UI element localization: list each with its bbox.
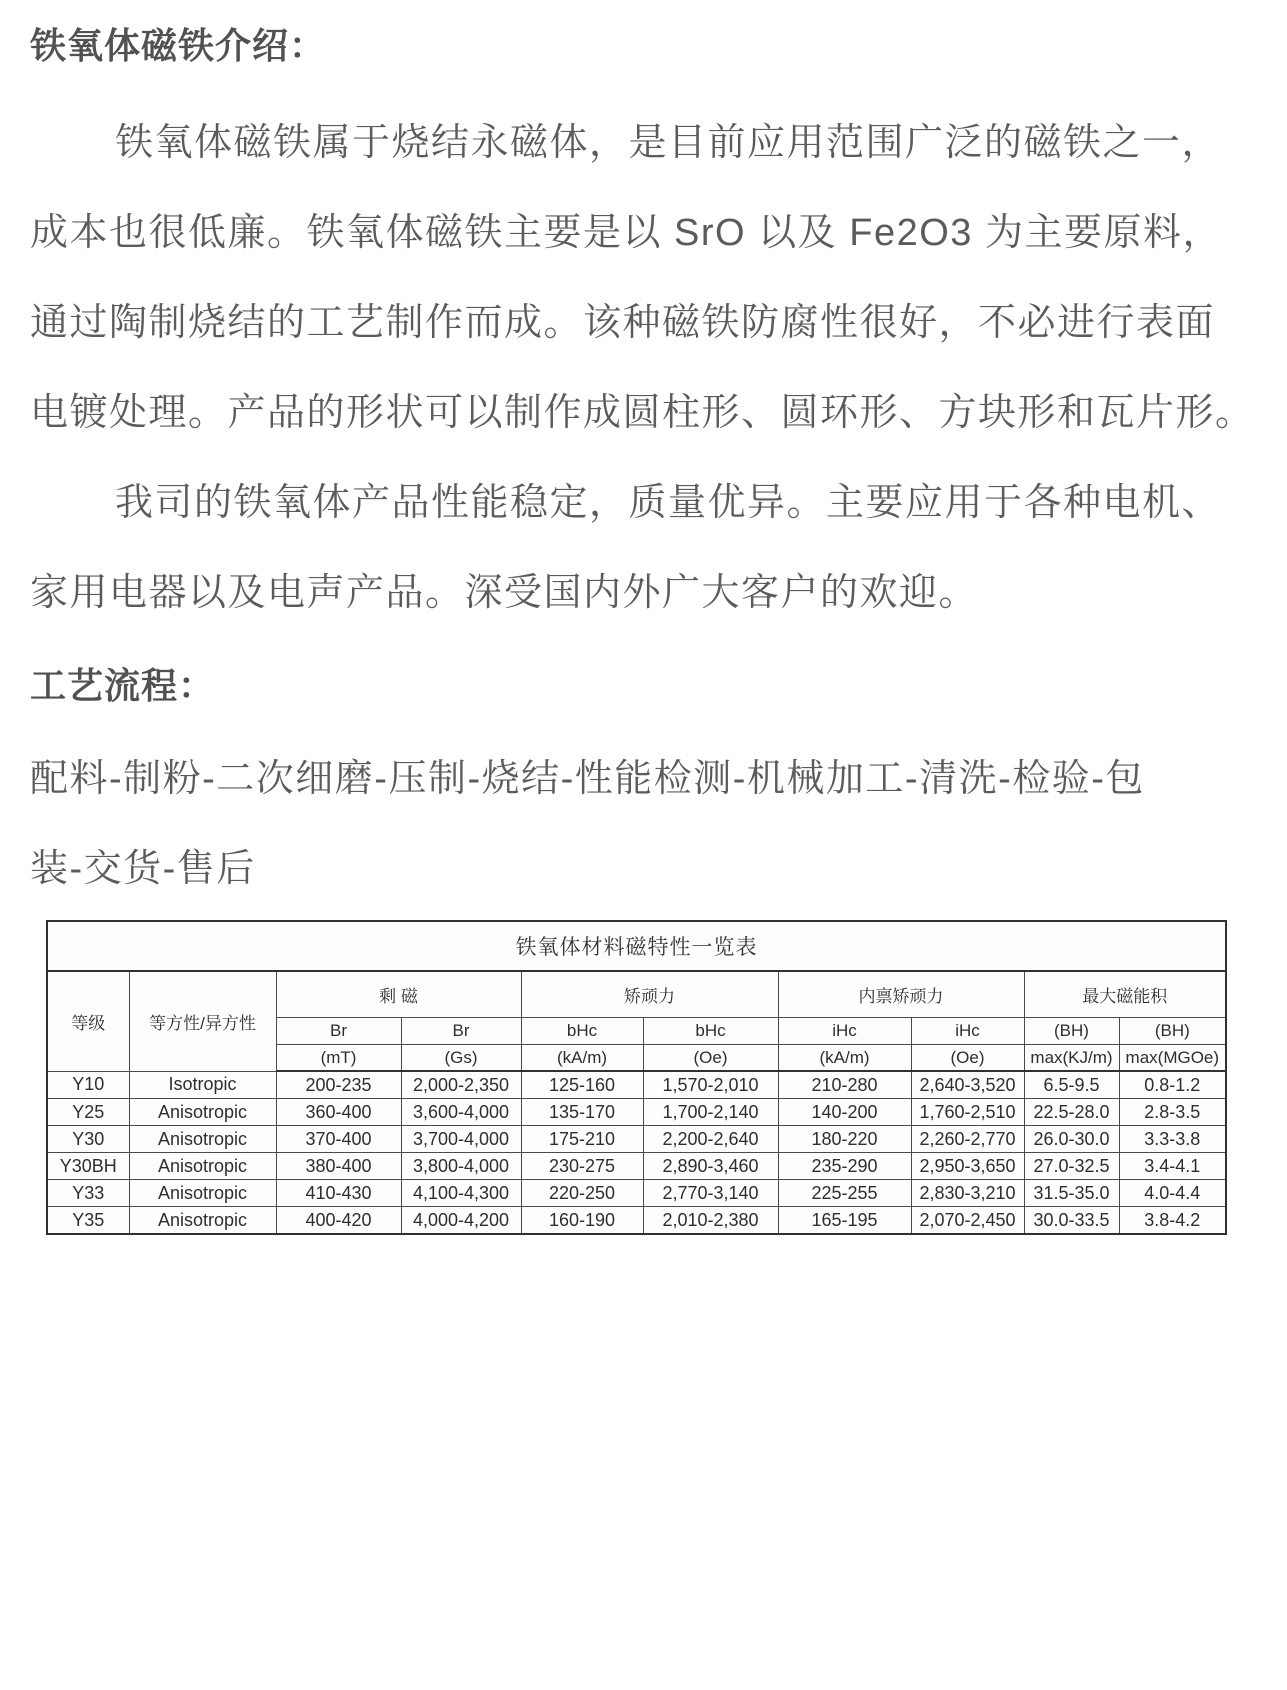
table-cell: 1,700-2,140 — [643, 1099, 778, 1126]
header-sub: bHc — [643, 1018, 778, 1045]
table-cell: 1,570-2,010 — [643, 1071, 778, 1099]
table-cell: 400-420 — [276, 1207, 401, 1235]
table-cell: 2,070-2,450 — [911, 1207, 1024, 1235]
grade-cell: Y30 — [47, 1126, 129, 1153]
grade-cell: Y33 — [47, 1180, 129, 1207]
header-sub: Br — [401, 1018, 521, 1045]
table-cell: Isotropic — [129, 1071, 276, 1099]
intro-line: 电镀处理。产品的形状可以制作成圆柱形、圆环形、方块形和瓦片形。 — [30, 392, 1255, 434]
table-cell: 135-170 — [521, 1099, 643, 1126]
header-unit: (mT) — [276, 1045, 401, 1072]
table-cell: 4,100-4,300 — [401, 1180, 521, 1207]
table-cell: Anisotropic — [129, 1099, 276, 1126]
table-cell: 370-400 — [276, 1126, 401, 1153]
header-sub: bHc — [521, 1018, 643, 1045]
header-sub: iHc — [778, 1018, 911, 1045]
table-cell: 220-250 — [521, 1180, 643, 1207]
header-unit: (kA/m) — [778, 1045, 911, 1072]
table-cell: 2,950-3,650 — [911, 1153, 1024, 1180]
table-cell: 27.0-32.5 — [1024, 1153, 1119, 1180]
table-cell: 125-160 — [521, 1071, 643, 1099]
table-cell: 2,000-2,350 — [401, 1071, 521, 1099]
table-cell: 2,010-2,380 — [643, 1207, 778, 1235]
table-cell: 180-220 — [778, 1126, 911, 1153]
header-sub: (BH) — [1119, 1018, 1226, 1045]
grade-cell: Y10 — [47, 1071, 129, 1099]
table-title: 铁氧体材料磁特性一览表 — [47, 921, 1226, 971]
table-row — [47, 1071, 1226, 1099]
intro-line: 家用电器以及电声产品。深受国内外广大客户的欢迎。 — [30, 572, 979, 614]
header-unit: (Oe) — [643, 1045, 778, 1072]
header-grade: 等级 — [47, 971, 129, 1071]
table-row — [47, 1126, 1226, 1153]
table-cell: 22.5-28.0 — [1024, 1099, 1119, 1126]
table-cell: 26.0-30.0 — [1024, 1126, 1119, 1153]
header-group-coercivity: 矫顽力 — [521, 971, 778, 1018]
grade-cell: Y25 — [47, 1099, 129, 1126]
header-group-remanence: 剩 磁 — [276, 971, 521, 1018]
table-cell: 3.4-4.1 — [1119, 1153, 1226, 1180]
table-cell: 2,770-3,140 — [643, 1180, 778, 1207]
table-cell: 4.0-4.4 — [1119, 1180, 1226, 1207]
grade-cell: Y35 — [47, 1207, 129, 1235]
table-cell: Anisotropic — [129, 1153, 276, 1180]
intro-heading: 铁氧体磁铁介绍： — [30, 25, 327, 66]
table-cell: 3.8-4.2 — [1119, 1207, 1226, 1235]
table-cell: 200-235 — [276, 1071, 401, 1099]
table-cell: 6.5-9.5 — [1024, 1071, 1119, 1099]
table-cell: 2,890-3,460 — [643, 1153, 778, 1180]
table-cell: 230-275 — [521, 1153, 643, 1180]
table-cell: 1,760-2,510 — [911, 1099, 1024, 1126]
process-line: 装-交货-售后 — [30, 848, 256, 890]
intro-line: 我司的铁氧体产品性能稳定，质量优异。主要应用于各种电机、 — [115, 482, 1222, 524]
table-cell: 4,000-4,200 — [401, 1207, 521, 1235]
table-row — [47, 1153, 1226, 1180]
intro-line: 铁氧体磁铁属于烧结永磁体，是目前应用范围广泛的磁铁之一， — [115, 122, 1222, 164]
table-cell: 380-400 — [276, 1153, 401, 1180]
header-unit: (Oe) — [911, 1045, 1024, 1072]
table-cell: 3.3-3.8 — [1119, 1126, 1226, 1153]
table-cell: 2,260-2,770 — [911, 1126, 1024, 1153]
process-line: 配料-制粉-二次细磨-压制-烧结-性能检测-机械加工-清洗-检验-包 — [30, 758, 1145, 800]
table-cell: 3,700-4,000 — [401, 1126, 521, 1153]
process-paragraph — [30, 734, 1287, 914]
header-group-intrinsic-coercivity: 内禀矫顽力 — [778, 971, 1024, 1018]
header-unit: (kA/m) — [521, 1045, 643, 1072]
intro-paragraphs — [30, 98, 1287, 638]
table-cell: 360-400 — [276, 1099, 401, 1126]
header-sub: iHc — [911, 1018, 1024, 1045]
header-unit: max(KJ/m) — [1024, 1045, 1119, 1072]
header-isotropy: 等方性/异方性 — [129, 971, 276, 1071]
table-cell: 31.5-35.0 — [1024, 1180, 1119, 1207]
table-cell: 410-430 — [276, 1180, 401, 1207]
magnetic-properties-table — [46, 920, 1227, 1235]
intro-line: 成本也很低廉。铁氧体磁铁主要是以 SrO 以及 Fe2O3 为主要原料， — [30, 212, 1222, 254]
table-row — [47, 1207, 1226, 1235]
header-unit: max(MGOe) — [1119, 1045, 1226, 1072]
table-row — [47, 1180, 1226, 1207]
table-cell: Anisotropic — [129, 1207, 276, 1235]
grade-cell: Y30BH — [47, 1153, 129, 1180]
table-cell: 225-255 — [778, 1180, 911, 1207]
header-unit: (Gs) — [401, 1045, 521, 1072]
table-cell: 2,830-3,210 — [911, 1180, 1024, 1207]
table-cell: 30.0-33.5 — [1024, 1207, 1119, 1235]
table-cell: 3,600-4,000 — [401, 1099, 521, 1126]
table-cell: 2.8-3.5 — [1119, 1099, 1226, 1126]
table-cell: Anisotropic — [129, 1180, 276, 1207]
header-sub: Br — [276, 1018, 401, 1045]
table-cell: 3,800-4,000 — [401, 1153, 521, 1180]
process-heading: 工艺流程： — [30, 665, 216, 706]
intro-line: 通过陶制烧结的工艺制作而成。该种磁铁防腐性很好，不必进行表面 — [30, 302, 1216, 344]
table-cell: 175-210 — [521, 1126, 643, 1153]
table-cell: 2,200-2,640 — [643, 1126, 778, 1153]
table-cell: 210-280 — [778, 1071, 911, 1099]
table-cell: 160-190 — [521, 1207, 643, 1235]
table-cell: 140-200 — [778, 1099, 911, 1126]
table-cell: 0.8-1.2 — [1119, 1071, 1226, 1099]
header-group-max-energy-product: 最大磁能积 — [1024, 971, 1226, 1018]
table-cell: 2,640-3,520 — [911, 1071, 1024, 1099]
header-sub: (BH) — [1024, 1018, 1119, 1045]
table-row — [47, 1099, 1226, 1126]
table-cell: 235-290 — [778, 1153, 911, 1180]
table-cell: Anisotropic — [129, 1126, 276, 1153]
table-cell: 165-195 — [778, 1207, 911, 1235]
